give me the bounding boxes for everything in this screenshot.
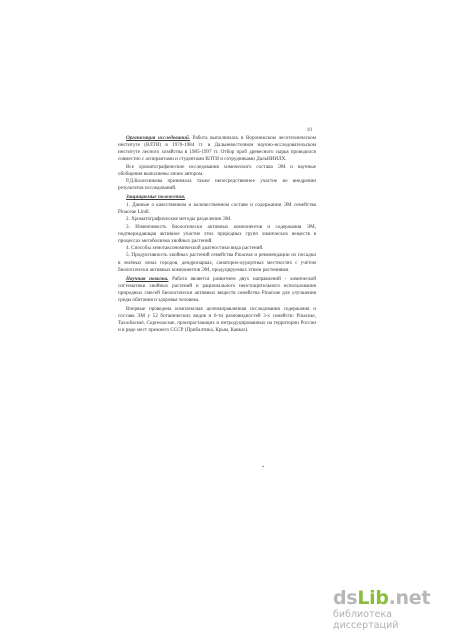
protected-item: 3. Изменчивость биологически активных компонентов и содержания ЭМ, подтверждающая активное участие этих природных групп химических веществ в процессах метаболизма хвойных растений. (118, 223, 316, 244)
page-number: 10 (306, 127, 312, 133)
protected-item: 5. Продуктивность хвойных растений семейства Pinaceae и рекомендации их посадки в зелёных зонах городов, дендропарках, санаторно-курортных местностях с учётом биологически активных компонентов ЭМ, продуцируемых этими растениями. (118, 252, 316, 273)
paragraph-organization (118, 135, 316, 163)
paragraph-novelty (118, 276, 316, 304)
paragraph-authorship: Все хроматографические исследования химического состава ЭМ и научные обобщения выполнены лично автором. (118, 163, 316, 177)
novelty-text: Работа является развитием двух направлений - химической систематики хвойных растений и рационального неистощительного использования природных смесей биологически активных веществ семейства Pinaceae для улучшения среды обитания и здоровья человека. (118, 275, 316, 303)
paragraph-first-study: Впервые проведена комплексная целенаправленная исследования содержания и состава ЭМ у 52 ботанических видов и 6-ти разновидностей 3-х семейств: Pinaceae, Taxodiaceae, Cupressaceae, произрастающих и интродуцированных на территории России и в ряде мест прежнего СССР (Прибалтика, Крым, Кавказ). (118, 305, 316, 333)
scan-dot (262, 466, 264, 467)
watermark-tagline: библиотека диссертаций (333, 609, 399, 631)
watermark-net: .net (388, 587, 431, 609)
protected-heading: Защищаемые положения. (126, 194, 186, 201)
paragraph-participation: Р.Д.Колесникова принимала также непосредственное участие во внедрении результатов исследований. (118, 178, 316, 192)
organization-heading: Организация исследований. (126, 135, 191, 141)
protected-item: 2. Хроматографические методы разделения ЭМ. (126, 216, 232, 223)
organization-text: Работа выполнялась в Воронежском лесотехническом институте (ВЛТИ) в 1970-1984 гг. и Дальневосточном научно-исследовательском институте лесного хозяйства в 1985-1997 гг. Отбор проб древесного сырья проводился совместно с аспирантами и студентами ВЛТИ и сотрудниками ДальНИИЛХ. (118, 135, 316, 163)
document-body (118, 135, 316, 334)
protected-item: 4. Способы хемотаксономической диагностики вида растений. (126, 245, 264, 252)
watermark-ds: ds (333, 587, 358, 609)
watermark-brand (333, 588, 450, 608)
novelty-heading: Научная новизна. (126, 275, 169, 282)
watermark-lib: Lib (357, 587, 389, 609)
protected-item: 1. Данные о качественном и количественном составе и содержании ЭМ семейства Pinaceae Lindl. (118, 201, 316, 215)
watermark-logo[interactable] (333, 588, 450, 631)
